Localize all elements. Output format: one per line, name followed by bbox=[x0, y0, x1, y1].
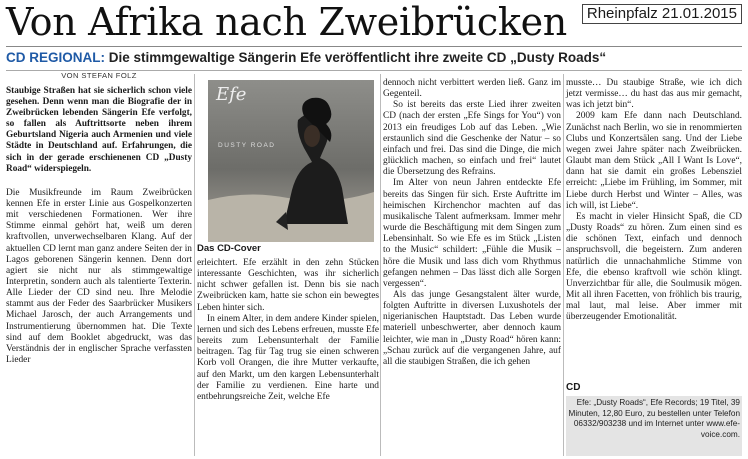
column-divider bbox=[563, 74, 564, 456]
info-box-heading: CD bbox=[566, 382, 581, 393]
info-box bbox=[566, 396, 742, 456]
column-1-body: Die Musikfreunde im Raum Zweibrücken kennen Efe in erster Linie aus Gospelkonzerten mit verschiedenen Formationen. Wer ihre Stimme einmal gehört hat, weiß um deren kraftvollen, unverwechselbaren Klang. Auf der aktuellen CD lernt man ganz andere Seiten der in Lagos geborenen Sängerin kennen. Denn dort agiert sie nicht nur als stimmgewaltige Interpretin, sondern auch als talentierte Texterin. Alle Lieder der CD sind neu. Ihre Melodie stammt aus der Feder des Saarbrücker Musikers Michael Jarosch, der auch Arrangements und Instrumentierung übernommen hat. Die Texte sind auf dem Booklet abgedruckt, was das Verständnis der in englischer Sprache verfassten Lieder bbox=[6, 187, 192, 366]
paragraph: dennoch nicht verbittert werden ließ. Ganz im Gegenteil. bbox=[383, 78, 561, 100]
subheadline bbox=[6, 49, 606, 67]
paragraph: So ist bereits das erste Lied ihrer zweiten CD (nach der ersten „Efe Sings for You“) von 2013 ein freudiges Lob auf das Leben. „Wie erstaunlich sind die Geschenke der Natur – so einfach und frei. Das sind die Dinge, die mich glücklich machen, so einfach und frei“ lautet die Übersetzung des Refrains. bbox=[383, 100, 561, 178]
headline: Von Afrika nach Zweibrücken bbox=[6, 0, 567, 44]
cd-cover-title: Efe bbox=[216, 84, 247, 105]
cd-cover-image bbox=[208, 80, 374, 242]
photo-caption: Das CD-Cover bbox=[197, 243, 261, 254]
subhead-text: Die stimmgewaltige Sängerin Efe veröffentlicht ihre zweite CD „Dusty Roads“ bbox=[108, 50, 607, 65]
column-2 bbox=[197, 258, 379, 403]
column-divider bbox=[380, 74, 381, 456]
paragraph: Im Alter von neun Jahren entdeckte Efe bereits das Singen für sich. Erste Auftritte im heimischen Kirchenchor machten auf das musikalische Talent aufmerksam. Immer mehr wurde die Beschäftigung mit dem Singen zum Lebensinhalt. So wie Efe es im Stück „Listen to the Music“ schildert: „Fühle die Musik – höre die Musik und lass dich vom Rhythmus gefangen nehmen – Das lässt dich alle Sorgen vergessen“. bbox=[383, 178, 561, 289]
paragraph: Es macht in vieler Hinsicht Spaß, die CD „Dusty Roads“ zu hören. Zum einen sind es die schönen Text, einfach und dennoch anspruchsvoll, die begeistern. Zum anderen natürlich die unnachahmliche Stimme von Efe, die ebenso kraftvoll wie schön klingt. Unverzichtbar für alle, die Soulmusik mögen. Mit all ihren Facetten, von fröhlich bis traurig, mal laut, mal leise. Aber immer mit überzeugender Emotionalität. bbox=[566, 211, 742, 323]
paragraph: erleichtert. Efe erzählt in den zehn Stücken interessante Geschichten, was ihr sicherlich nicht schwer gefallen ist. Denn bis sie nach Zweibrücken kam, hatte sie schon ein bewegtes Leben hinter sich. bbox=[197, 258, 379, 313]
paragraph: Als das junge Gesangstalent älter wurde, folgten Auftritte in diversen Luxushotels der nigerianischen Hauptstadt. Das Leben wurde materiell unbeschwerter, aber dennoch kaum leichter, wie man in „Dusty Road“ hören kann: „Schau zurück auf die vergangenen Jahre, auf all die staubigen Straßen, die ich gehen bbox=[383, 289, 561, 367]
byline: VON STEFAN FOLZ bbox=[61, 71, 137, 80]
column-divider bbox=[194, 74, 195, 456]
cd-cover-subtitle: DUSTY ROAD bbox=[218, 142, 276, 149]
paragraph: In einem Alter, in dem andere Kinder spielen, lernen und sich des Lebens erfreuen, musste Efe bereits zum Lebensunterhalt der Familie beitragen. Tag für Tag trug sie einen schweren Korb voll Orangen, die ihre Mutter verkaufte, auf den Markt, um den kargen Lebensunterhalt der Familie zu verdienen. Eine harte und entbehrungsreiche Zeit, welche Efe bbox=[197, 313, 379, 402]
column-1 bbox=[6, 86, 192, 366]
column-3 bbox=[383, 78, 561, 368]
info-box-text: Efe: „Dusty Roads“, Efe Records; 19 Titel, 39 Minuten, 12,80 Euro, zu bestellen unter Telefon 06332/903238 und im Internet unter www.efe-voice.com. bbox=[568, 398, 740, 439]
lead-paragraph: Staubige Straßen hat sie sicherlich schon viele gesehen. Denn wenn man die Biografie der in Zweibrücken lebenden Sängerin Efe verfolgt, so fallen als Auftrittsorte neben ihrem Geburtsland Nigeria auch Armenien und viele Städte in Deutschland auf. Erfahrungen, die sich in der gerade erschienenen CD „Dusty Road“ widerspiegeln. bbox=[6, 86, 192, 174]
column-4 bbox=[566, 78, 742, 323]
subhead-kicker: CD REGIONAL: bbox=[6, 50, 105, 65]
source-date-label: Rheinpfalz 21.01.2015 bbox=[582, 4, 742, 24]
paragraph: musste… Du staubige Straße, wie ich dich jetzt vermisse… du hast das aus mir gemacht, was ich jetzt bin“. bbox=[566, 78, 742, 111]
top-rule bbox=[6, 46, 742, 47]
paragraph: 2009 kam Efe dann nach Deutschland. Zunächst nach Berlin, wo sie in renommierten Clubs und Konzertsälen sang. Und der Liebe wegen zwei Jahre später nach Zweibrücken. Glaubt man dem Stück „All I Want Is Love“, dann hat sie damit ein großes Lebensziel erreicht: „Liebe im Frühling, im Sommer, mit Liebe durch Herbst und Winter – Alles, was ich will, ist Liebe“. bbox=[566, 111, 742, 211]
